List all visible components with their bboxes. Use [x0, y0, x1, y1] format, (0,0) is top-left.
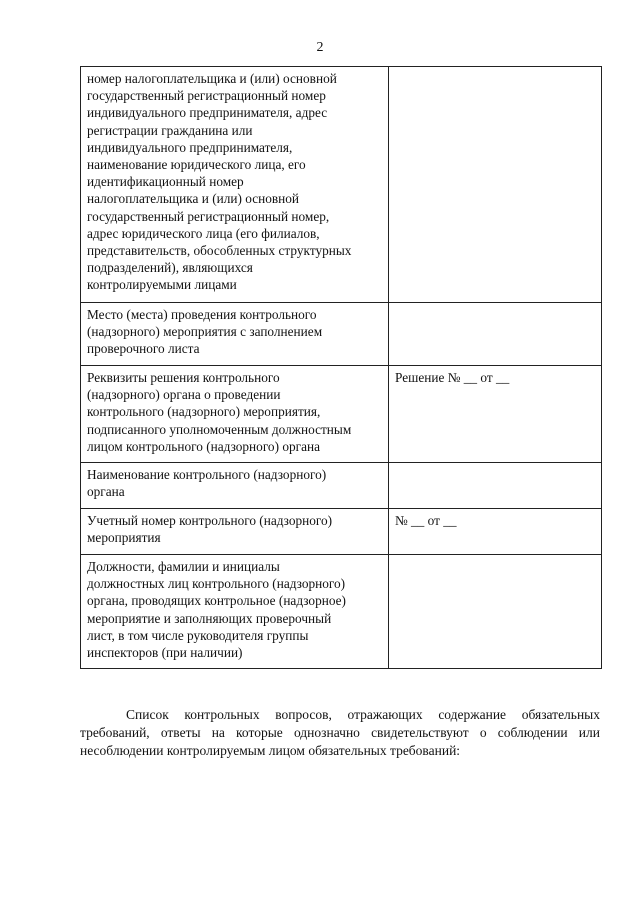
table-row	[81, 555, 602, 669]
row-label-officials: Должности, фамилии и инициалы должностных лиц контрольного (надзорного) органа, проводящих контрольное (надзорное) мероприятие и заполняющих проверочный лист, в том числе руководителя группы инспекторов (при наличии)	[81, 555, 389, 669]
inspection-info-table	[80, 66, 602, 669]
row-value-authority-name	[389, 463, 602, 509]
table-row	[81, 509, 602, 555]
row-label-controlled-entity: номер налогоплательщика и (или) основной государственный регистрационный номер индивидуального предпринимателя, адрес регистрации гражданина или индивидуального предпринимателя, наименование юридического лица, его идентификационный номер налогоплательщика и (или) основной государственный регистрационный номер, адрес юридического лица (его филиалов, представительств, обособленных структурных подразделений), являющихся контролируемыми лицами	[81, 67, 389, 303]
row-value-location	[389, 303, 602, 366]
control-questions-intro	[80, 706, 600, 760]
page-number: 2	[316, 40, 324, 55]
table-row	[81, 303, 602, 366]
table-row	[81, 67, 602, 303]
row-label-authority-name: Наименование контрольного (надзорного) органа	[81, 463, 389, 509]
row-label-decision-details: Реквизиты решения контрольного (надзорного) органа о проведении контрольного (надзорного) мероприятия, подписанного уполномоченным должностным лицом контрольного (надзорного) органа	[81, 366, 389, 463]
row-value-controlled-entity	[389, 67, 602, 303]
row-value-decision-details: Решение № __ от __	[389, 366, 602, 463]
table-row	[81, 366, 602, 463]
row-value-officials	[389, 555, 602, 669]
intro-paragraph: Список контрольных вопросов, отражающих содержание обязательных требований, ответы на которые однозначно свидетельствуют о соблюдении или несоблюдении контролируемым лицом обязательных требований:	[80, 707, 600, 758]
table-row	[81, 463, 602, 509]
row-value-registration-number: № __ от __	[389, 509, 602, 555]
row-label-registration-number: Учетный номер контрольного (надзорного) мероприятия	[81, 509, 389, 555]
row-label-location: Место (места) проведения контрольного (надзорного) мероприятия с заполнением проверочного листа	[81, 303, 389, 366]
